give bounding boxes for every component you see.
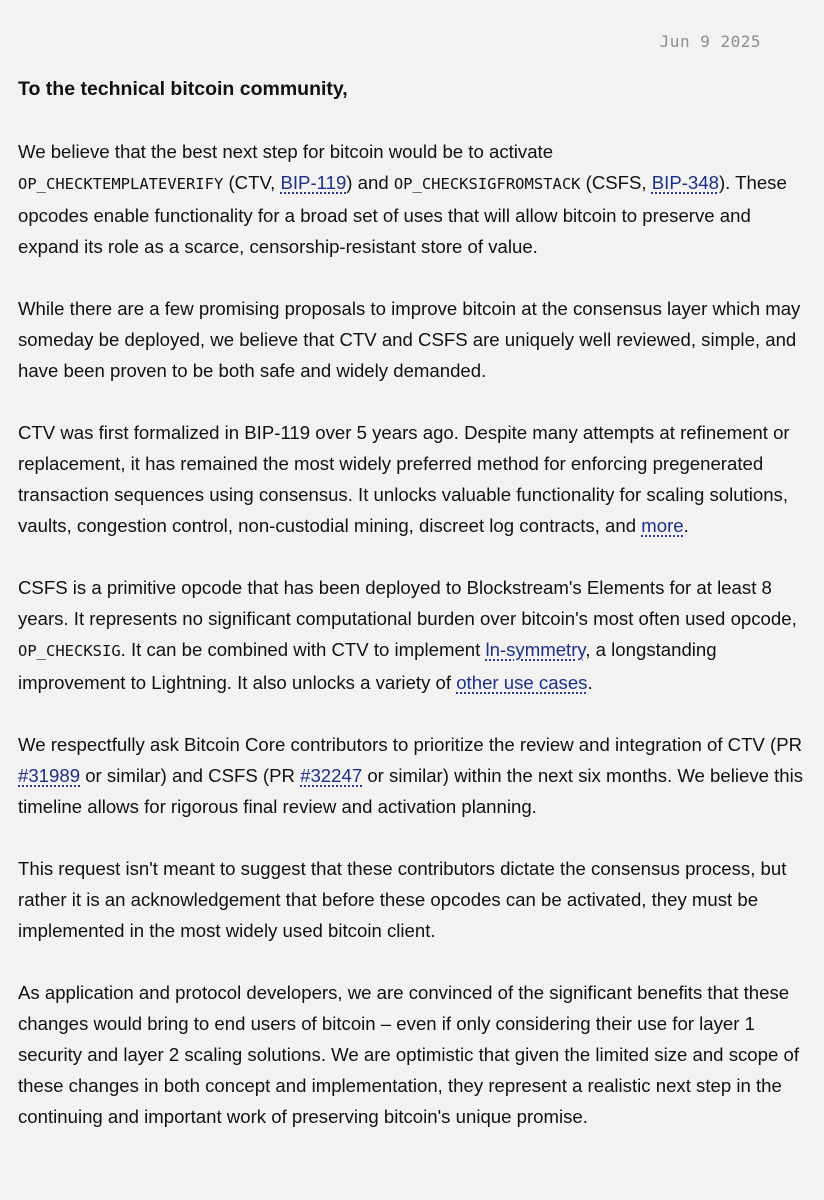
p5-text-1: We respectfully ask Bitcoin Core contributors to prioritize the review and integration of CTV (PR: [18, 734, 803, 755]
pr-31989-link[interactable]: #31989: [18, 765, 81, 786]
bip-348-link[interactable]: BIP-348: [651, 172, 719, 193]
p1-text-3: ) and: [346, 172, 394, 193]
p5-text-2: or similar) and CSFS (PR: [80, 765, 301, 786]
paragraph-ctv: [18, 417, 810, 541]
pr-32247-link[interactable]: #32247: [300, 765, 363, 786]
paragraph-request: [18, 729, 810, 822]
ln-symmetry-link[interactable]: ln-symmetry: [485, 639, 586, 660]
p4-text-4: .: [587, 672, 593, 693]
p1-text-5: ). These opcodes enable functionality for a broad set of uses that will allow bitcoin to preserve and expand its role as a scarce, censorship-resistant store of value.: [18, 172, 787, 257]
p1-text-2: (CTV,: [223, 172, 281, 193]
other-use-cases-link[interactable]: other use cases: [456, 672, 588, 693]
p4-text-2: . It can be combined with CTV to implement: [120, 639, 486, 660]
p3-text-2: .: [683, 515, 689, 536]
paragraph-conclusion: As application and protocol developers, we are convinced of the significant benefits that these changes would bring to end users of bitcoin – even if only considering their use for layer 1 security and layer 2 scaling solutions. We are optimistic that given the limited size and scope of these changes in both concept and implementation, they represent a realistic next step in the continuing and important work of preserving bitcoin's unique promise.: [18, 982, 799, 1127]
letter-body: [18, 74, 810, 1163]
bip-119-link[interactable]: BIP-119: [280, 172, 347, 193]
p3-text-1: CTV was first formalized in BIP-119 over 5 years ago. Despite many attempts at refinement or replacement, it has remained the most widely preferred method for enforcing pregenerated transaction sequences using consensus. It unlocks valuable functionality for scaling solutions, vaults, congestion control, non-custodial mining, discreet log contracts, and: [18, 422, 790, 536]
ctv-opcode: OP_CHECKTEMPLATEVERIFY: [18, 175, 224, 193]
p1-text-4: (CSFS,: [580, 172, 652, 193]
p4-text-3: , a longstanding improvement to Lightning. It also unlocks a variety of: [18, 639, 717, 693]
paragraph-activation-proposal: [18, 136, 810, 262]
paragraph-csfs: [18, 572, 810, 698]
letter-salutation: To the technical bitcoin community,: [18, 78, 348, 100]
more-link[interactable]: more: [641, 515, 684, 536]
paragraph-clarification: This request isn't meant to suggest that these contributors dictate the consensus process, but rather it is an acknowledgement that before these opcodes can be activated, they must be implemented in the most widely used bitcoin client.: [18, 858, 787, 941]
csfs-opcode: OP_CHECKSIGFROMSTACK: [393, 175, 581, 193]
paragraph-consensus-proposals: While there are a few promising proposals to improve bitcoin at the consensus layer which may someday be deployed, we believe that CTV and CSFS are uniquely well reviewed, simple, and have been proven to be both safe and widely demanded.: [18, 298, 801, 381]
letter-date: Jun 9 2025: [659, 32, 761, 51]
p5-text-3: or similar) within the next six months. We believe this timeline allows for rigorous final review and activation planning.: [18, 765, 804, 817]
checksig-opcode: OP_CHECKSIG: [18, 642, 121, 660]
p4-text-1: CSFS is a primitive opcode that has been deployed to Blockstream's Elements for at least 8 years. It represents no significant computational burden over bitcoin's most often used opcode,: [18, 577, 797, 629]
p1-text-1: We believe that the best next step for bitcoin would be to activate: [18, 141, 554, 162]
